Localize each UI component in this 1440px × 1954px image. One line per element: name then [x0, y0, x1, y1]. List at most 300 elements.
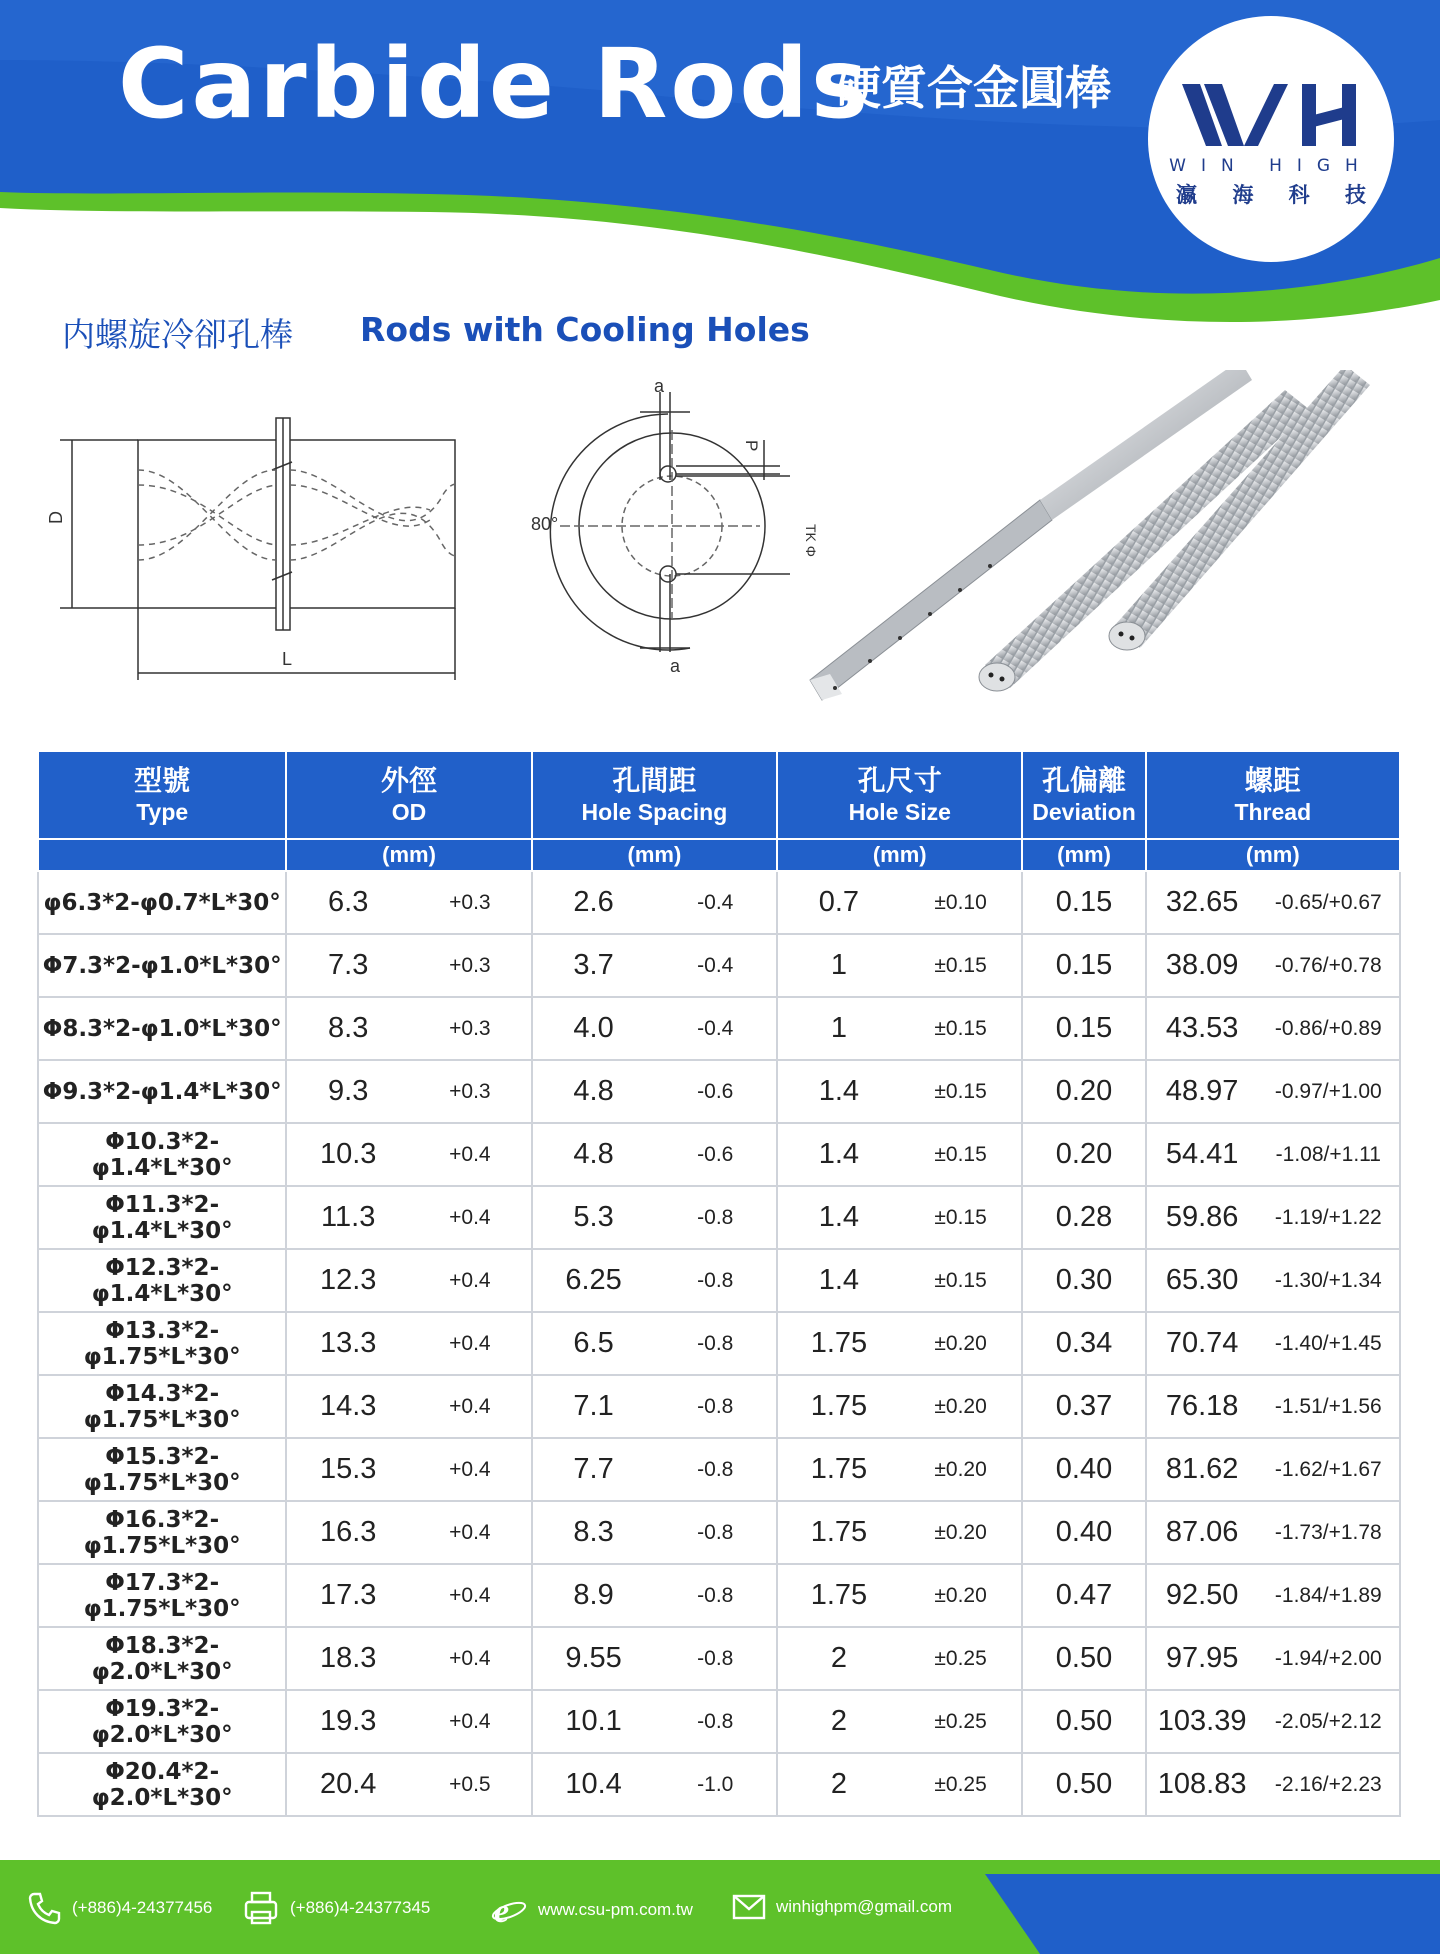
hole-size-tolerance: ±0.15: [934, 1016, 987, 1040]
hole-spacing-tolerance: -0.8: [697, 1457, 734, 1481]
thread-value: 43.53: [1165, 1012, 1239, 1044]
hole-spacing-value: 4.8: [573, 1075, 614, 1107]
type-cell: [38, 1312, 286, 1375]
hole-spacing-tolerance: -0.8: [697, 1583, 734, 1607]
thread-value: 32.65: [1165, 886, 1239, 918]
type-value: Φ18.3*2-φ2.0*L*30°: [91, 1632, 233, 1685]
hole-size-cell: [777, 1123, 1022, 1186]
hole-size-tolerance: ±0.25: [934, 1772, 987, 1796]
type-cell: [38, 1123, 286, 1186]
od-tolerance: +0.4: [449, 1142, 491, 1166]
dimension-angle-label: 80°: [531, 514, 559, 534]
table-row: [38, 1501, 1400, 1564]
thread-cell: [1146, 934, 1400, 997]
rod-threaded: [1115, 370, 1370, 648]
logo-text-zh: [1176, 179, 1366, 209]
deviation-cell: [1022, 1186, 1145, 1249]
company-logo: [1148, 16, 1394, 262]
deviation-value: 0.40: [1055, 1453, 1113, 1485]
od-cell: [286, 1312, 531, 1375]
type-cell: [38, 871, 286, 934]
hole-size-tolerance: ±0.20: [934, 1520, 987, 1544]
type-cell: [38, 1627, 286, 1690]
hole-size-tolerance: ±0.25: [934, 1646, 987, 1670]
od-value: 8.3: [328, 1012, 369, 1044]
unit-cell: (mm): [286, 839, 531, 871]
deviation-value: 0.47: [1055, 1579, 1113, 1611]
hole-spacing-tolerance: -0.6: [697, 1079, 734, 1103]
dimension-tk-label: TK Φ: [803, 524, 819, 557]
hole-size-value: 1.4: [818, 1264, 860, 1296]
deviation-value: 0.15: [1055, 1012, 1113, 1044]
hole-spacing-value: 2.6: [573, 886, 614, 918]
hole-size-cell: [777, 1312, 1022, 1375]
od-cell: [286, 934, 531, 997]
thread-cell: [1146, 1564, 1400, 1627]
od-cell: [286, 1375, 531, 1438]
dimension-d-label: D: [46, 511, 66, 524]
type-value: Φ9.3*2-φ1.4*L*30°: [42, 1078, 282, 1105]
svg-text:e: e: [494, 1893, 510, 1928]
hole-spacing-cell: [532, 934, 777, 997]
hole-size-cell: [777, 1060, 1022, 1123]
table-row: [38, 1249, 1400, 1312]
hole-spacing-value: 6.5: [573, 1327, 614, 1359]
thread-tolerance: -0.97/+1.00: [1274, 1079, 1382, 1103]
type-value: Φ8.3*2-φ1.0*L*30°: [42, 1015, 282, 1042]
od-value: 6.3: [328, 886, 369, 918]
deviation-cell: [1022, 1438, 1145, 1501]
hole-spacing-value: 4.0: [573, 1012, 614, 1044]
thread-cell: [1146, 997, 1400, 1060]
hole-size-tolerance: ±0.15: [934, 1268, 987, 1292]
table-row: [38, 1123, 1400, 1186]
unit-cell: [38, 839, 286, 871]
column-header: 螺距 Thread: [1146, 751, 1400, 839]
hole-size-tolerance: ±0.15: [934, 1142, 987, 1166]
table-row: [38, 1312, 1400, 1375]
deviation-cell: [1022, 871, 1145, 934]
footer-website[interactable]: [490, 1892, 693, 1928]
hole-spacing-value: 10.4: [565, 1768, 622, 1800]
hole-size-value: 2: [830, 1768, 847, 1800]
footer-phone: [26, 1890, 212, 1926]
hole-spacing-cell: [532, 997, 777, 1060]
hole-spacing-cell: [532, 1312, 777, 1375]
hole-size-value: 1: [830, 1012, 847, 1044]
logo-char: 技: [1344, 183, 1366, 207]
hole-size-tolerance: ±0.15: [934, 953, 987, 977]
table-row: [38, 1186, 1400, 1249]
website-link[interactable]: www.csu-pm.com.tw: [538, 1900, 693, 1919]
od-cell: [286, 1123, 531, 1186]
thread-cell: [1146, 1627, 1400, 1690]
deviation-cell: [1022, 1501, 1145, 1564]
column-header: 外徑 OD: [286, 751, 531, 839]
deviation-cell: [1022, 1123, 1145, 1186]
hole-size-tolerance: ±0.20: [934, 1394, 987, 1418]
footer-fax: [242, 1890, 430, 1926]
od-value: 9.3: [328, 1075, 369, 1107]
hole-spacing-tolerance: -0.6: [697, 1142, 734, 1166]
hole-size-value: 1.4: [818, 1075, 860, 1107]
hole-size-cell: [777, 1753, 1022, 1816]
browser-e-icon: [490, 1892, 528, 1928]
od-tolerance: +0.3: [449, 1079, 491, 1103]
od-cell: [286, 1249, 531, 1312]
od-cell: [286, 997, 531, 1060]
hole-spacing-value: 8.9: [573, 1579, 614, 1611]
thread-value: 48.97: [1165, 1075, 1239, 1107]
hole-spacing-cell: [532, 1375, 777, 1438]
od-tolerance: +0.4: [449, 1646, 491, 1670]
od-cell: [286, 1564, 531, 1627]
unit-cell: (mm): [1146, 839, 1400, 871]
hole-size-value: 1.4: [818, 1201, 860, 1233]
od-cell: [286, 1438, 531, 1501]
dimension-l-label: L: [282, 649, 293, 669]
hole-spacing-value: 5.3: [573, 1201, 614, 1233]
table-row: [38, 934, 1400, 997]
od-cell: [286, 1753, 531, 1816]
hole-spacing-cell: [532, 1060, 777, 1123]
hole-size-cell: [777, 1627, 1022, 1690]
thread-cell: [1146, 871, 1400, 934]
type-cell: [38, 1186, 286, 1249]
hole-size-value: 2: [830, 1642, 847, 1674]
hole-size-value: 0.7: [818, 886, 860, 918]
type-cell: [38, 934, 286, 997]
thread-value: 108.83: [1157, 1768, 1247, 1800]
od-tolerance: +0.4: [449, 1457, 491, 1481]
hole-size-cell: [777, 1249, 1022, 1312]
thread-cell: [1146, 1312, 1400, 1375]
type-cell: [38, 1249, 286, 1312]
email-link[interactable]: winhighpm@gmail.com: [776, 1897, 952, 1916]
hole-spacing-tolerance: -0.8: [697, 1205, 734, 1229]
hole-size-cell: [777, 1375, 1022, 1438]
thread-tolerance: -0.76/+0.78: [1274, 953, 1382, 977]
thread-value: 38.09: [1165, 949, 1239, 981]
win-high-logo-mark-icon: [1182, 78, 1362, 158]
logo-text-en: WIN HIGH: [1169, 156, 1373, 176]
hole-size-value: 1.75: [810, 1327, 868, 1359]
phone-icon: [26, 1890, 62, 1926]
table-row: [38, 1753, 1400, 1816]
thread-value: 81.62: [1165, 1453, 1239, 1485]
logo-char: 瀛: [1176, 183, 1197, 207]
deviation-value: 0.50: [1055, 1705, 1113, 1737]
table-row: [38, 1438, 1400, 1501]
hole-spacing-tolerance: -0.8: [697, 1331, 734, 1355]
type-value: Φ12.3*2-φ1.4*L*30°: [91, 1254, 233, 1307]
table-row: [38, 1690, 1400, 1753]
product-photo: [790, 370, 1370, 730]
table-row: [38, 871, 1400, 934]
type-value: Φ10.3*2-φ1.4*L*30°: [91, 1128, 233, 1181]
thread-value: 97.95: [1165, 1642, 1239, 1674]
od-value: 19.3: [319, 1705, 377, 1737]
thread-value: 65.30: [1165, 1264, 1239, 1296]
hole-spacing-value: 7.1: [573, 1390, 614, 1422]
hole-spacing-tolerance: -0.4: [697, 953, 734, 977]
deviation-cell: [1022, 1564, 1145, 1627]
hole-spacing-tolerance: -0.8: [697, 1268, 734, 1292]
table-header-row: [38, 751, 1400, 839]
thread-tolerance: -0.65/+0.67: [1274, 890, 1382, 914]
od-value: 18.3: [319, 1642, 377, 1674]
od-tolerance: +0.5: [449, 1772, 491, 1796]
type-value: Φ13.3*2-φ1.75*L*30°: [83, 1317, 241, 1370]
od-tolerance: +0.4: [449, 1520, 491, 1544]
hole-size-value: 1: [830, 949, 847, 981]
type-value: Φ16.3*2-φ1.75*L*30°: [83, 1506, 241, 1559]
hole-size-tolerance: ±0.15: [934, 1079, 987, 1103]
hole-spacing-value: 6.25: [565, 1264, 622, 1296]
hole-size-cell: [777, 1501, 1022, 1564]
type-cell: [38, 1438, 286, 1501]
od-cell: [286, 871, 531, 934]
hole-size-cell: [777, 1186, 1022, 1249]
od-tolerance: +0.3: [449, 890, 491, 914]
hole-spacing-cell: [532, 1690, 777, 1753]
hole-spacing-tolerance: -0.8: [697, 1646, 734, 1670]
od-tolerance: +0.4: [449, 1205, 491, 1229]
type-cell: [38, 1501, 286, 1564]
thread-tolerance: -1.84/+1.89: [1274, 1583, 1382, 1607]
thread-cell: [1146, 1186, 1400, 1249]
section-title: Rods with Cooling Holes: [360, 310, 810, 349]
type-value: Φ14.3*2-φ1.75*L*30°: [83, 1380, 241, 1433]
deviation-value: 0.50: [1055, 1642, 1113, 1674]
od-tolerance: +0.4: [449, 1331, 491, 1355]
deviation-cell: [1022, 1627, 1145, 1690]
od-value: 7.3: [328, 949, 369, 981]
hole-spacing-value: 7.7: [573, 1453, 614, 1485]
deviation-cell: [1022, 1060, 1145, 1123]
deviation-cell: [1022, 1690, 1145, 1753]
hole-spacing-tolerance: -0.8: [697, 1709, 734, 1733]
hole-size-value: 1.4: [818, 1138, 860, 1170]
hole-size-value: 1.75: [810, 1390, 868, 1422]
hole-spacing-value: 10.1: [565, 1705, 622, 1737]
od-cell: [286, 1186, 531, 1249]
thread-value: 92.50: [1165, 1579, 1239, 1611]
thread-cell: [1146, 1753, 1400, 1816]
od-tolerance: +0.4: [449, 1583, 491, 1607]
deviation-value: 0.28: [1055, 1201, 1113, 1233]
od-tolerance: +0.4: [449, 1268, 491, 1292]
thread-cell: [1146, 1438, 1400, 1501]
type-cell: [38, 1375, 286, 1438]
od-value: 17.3: [319, 1579, 377, 1611]
column-header: 孔間距 Hole Spacing: [532, 751, 777, 839]
type-value: Φ20.4*2-φ2.0*L*30°: [91, 1758, 233, 1811]
hole-size-tolerance: ±0.20: [934, 1457, 987, 1481]
hole-spacing-cell: [532, 1123, 777, 1186]
hole-size-cell: [777, 934, 1022, 997]
deviation-value: 0.15: [1055, 886, 1113, 918]
thread-tolerance: -1.94/+2.00: [1274, 1646, 1382, 1670]
technical-drawing: [0, 370, 790, 690]
thread-tolerance: -1.30/+1.34: [1274, 1268, 1382, 1292]
dimension-a-top-label: a: [654, 376, 665, 396]
hole-size-value: 1.75: [810, 1579, 868, 1611]
type-cell: [38, 1753, 286, 1816]
hole-size-cell: [777, 1564, 1022, 1627]
hole-size-value: 2: [830, 1705, 847, 1737]
table-row: [38, 1564, 1400, 1627]
hole-spacing-tolerance: -0.4: [697, 1016, 734, 1040]
hole-spacing-tolerance: -0.4: [697, 890, 734, 914]
thread-cell: [1146, 1249, 1400, 1312]
type-cell: [38, 1060, 286, 1123]
hole-size-cell: [777, 1690, 1022, 1753]
thread-tolerance: -1.40/+1.45: [1274, 1331, 1382, 1355]
deviation-cell: [1022, 1375, 1145, 1438]
thread-tolerance: -1.19/+1.22: [1274, 1205, 1382, 1229]
table-row: [38, 997, 1400, 1060]
dimension-a-bottom-label: a: [670, 656, 681, 676]
thread-cell: [1146, 1501, 1400, 1564]
deviation-value: 0.20: [1055, 1075, 1113, 1107]
thread-tolerance: -1.62/+1.67: [1274, 1457, 1382, 1481]
hole-spacing-cell: [532, 871, 777, 934]
type-value: Φ15.3*2-φ1.75*L*30°: [83, 1443, 241, 1496]
thread-tolerance: -2.05/+2.12: [1274, 1709, 1382, 1733]
hole-spacing-cell: [532, 1753, 777, 1816]
mail-icon: [732, 1892, 766, 1922]
od-tolerance: +0.3: [449, 1016, 491, 1040]
table-row: [38, 1375, 1400, 1438]
hole-spacing-value: 3.7: [573, 949, 614, 981]
hole-spacing-cell: [532, 1564, 777, 1627]
hole-spacing-cell: [532, 1438, 777, 1501]
footer-background: [0, 1860, 1440, 1954]
thread-value: 70.74: [1165, 1327, 1239, 1359]
od-tolerance: +0.3: [449, 953, 491, 977]
phone-number: (+886)4-24377456: [72, 1898, 213, 1917]
od-value: 11.3: [321, 1201, 376, 1233]
deviation-value: 0.37: [1055, 1390, 1113, 1422]
table-body: [38, 871, 1400, 1816]
thread-value: 54.41: [1165, 1138, 1239, 1170]
deviation-value: 0.50: [1055, 1768, 1113, 1800]
hole-size-cell: [777, 1438, 1022, 1501]
od-value: 16.3: [319, 1516, 377, 1548]
type-value: Φ7.3*2-φ1.0*L*30°: [42, 952, 282, 979]
deviation-value: 0.34: [1055, 1327, 1113, 1359]
deviation-cell: [1022, 997, 1145, 1060]
hole-spacing-tolerance: -0.8: [697, 1520, 734, 1544]
od-cell: [286, 1501, 531, 1564]
type-value: Φ19.3*2-φ2.0*L*30°: [91, 1695, 233, 1748]
table-row: [38, 1060, 1400, 1123]
hole-size-cell: [777, 997, 1022, 1060]
end-view-drawing: [550, 392, 790, 652]
hole-size-tolerance: ±0.25: [934, 1709, 987, 1733]
hole-size-value: 1.75: [810, 1453, 868, 1485]
thread-tolerance: -1.73/+1.78: [1274, 1520, 1382, 1544]
unit-cell: (mm): [777, 839, 1022, 871]
thread-cell: [1146, 1375, 1400, 1438]
hole-size-tolerance: ±0.20: [934, 1583, 987, 1607]
fax-number: (+886)4-24377345: [290, 1898, 431, 1917]
deviation-cell: [1022, 1312, 1145, 1375]
thread-value: 87.06: [1165, 1516, 1239, 1548]
hole-size-cell: [777, 871, 1022, 934]
unit-cell: (mm): [1022, 839, 1145, 871]
od-value: 15.3: [319, 1453, 377, 1485]
type-value: Φ17.3*2-φ1.75*L*30°: [83, 1569, 241, 1622]
deviation-cell: [1022, 1753, 1145, 1816]
od-cell: [286, 1060, 531, 1123]
od-cell: [286, 1627, 531, 1690]
hole-spacing-tolerance: -1.0: [697, 1772, 734, 1796]
dimension-p-label: P: [742, 440, 761, 452]
spec-table: [37, 750, 1401, 1817]
logo-char: 海: [1232, 183, 1254, 207]
deviation-value: 0.40: [1055, 1516, 1113, 1548]
thread-tolerance: -2.16/+2.23: [1274, 1772, 1382, 1796]
logo-char: 科: [1288, 183, 1310, 207]
thread-tolerance: -0.86/+0.89: [1274, 1016, 1382, 1040]
hole-spacing-cell: [532, 1249, 777, 1312]
hole-spacing-cell: [532, 1186, 777, 1249]
thread-cell: [1146, 1060, 1400, 1123]
section-title-chinese: 内螺旋冷卻孔棒: [62, 315, 293, 354]
deviation-value: 0.30: [1055, 1264, 1113, 1296]
column-header: 孔尺寸 Hole Size: [777, 751, 1022, 839]
od-tolerance: +0.4: [449, 1394, 491, 1418]
deviation-value: 0.20: [1055, 1138, 1113, 1170]
table-unit-row: [38, 839, 1400, 871]
od-value: 14.3: [319, 1390, 377, 1422]
hole-spacing-cell: [532, 1627, 777, 1690]
hole-size-value: 1.75: [810, 1516, 868, 1548]
footer-email[interactable]: [732, 1892, 952, 1922]
type-cell: [38, 1564, 286, 1627]
column-header: 孔偏離 Deviation: [1022, 751, 1145, 839]
side-view-drawing: [60, 418, 455, 680]
thread-tolerance: -1.51/+1.56: [1274, 1394, 1382, 1418]
od-cell: [286, 1690, 531, 1753]
deviation-cell: [1022, 934, 1145, 997]
deviation-cell: [1022, 1249, 1145, 1312]
fax-icon: [242, 1890, 280, 1926]
deviation-value: 0.15: [1055, 949, 1113, 981]
column-header: 型號 Type: [38, 751, 286, 839]
thread-value: 103.39: [1157, 1705, 1247, 1737]
type-value: Φ11.3*2-φ1.4*L*30°: [91, 1191, 233, 1244]
od-tolerance: +0.4: [449, 1709, 491, 1733]
od-value: 10.3: [319, 1138, 377, 1170]
thread-value: 76.18: [1165, 1390, 1239, 1422]
page-title: Carbide Rods: [118, 28, 872, 140]
hole-spacing-value: 4.8: [573, 1138, 614, 1170]
od-value: 20.4: [319, 1768, 377, 1800]
type-value: φ6.3*2-φ0.7*L*30°: [43, 889, 281, 916]
thread-cell: [1146, 1123, 1400, 1186]
type-cell: [38, 1690, 286, 1753]
thread-value: 59.86: [1165, 1201, 1239, 1233]
hole-spacing-value: 8.3: [573, 1516, 614, 1548]
type-cell: [38, 997, 286, 1060]
hole-spacing-tolerance: -0.8: [697, 1394, 734, 1418]
hole-spacing-value: 9.55: [565, 1642, 622, 1674]
unit-cell: (mm): [532, 839, 777, 871]
table-row: [38, 1627, 1400, 1690]
